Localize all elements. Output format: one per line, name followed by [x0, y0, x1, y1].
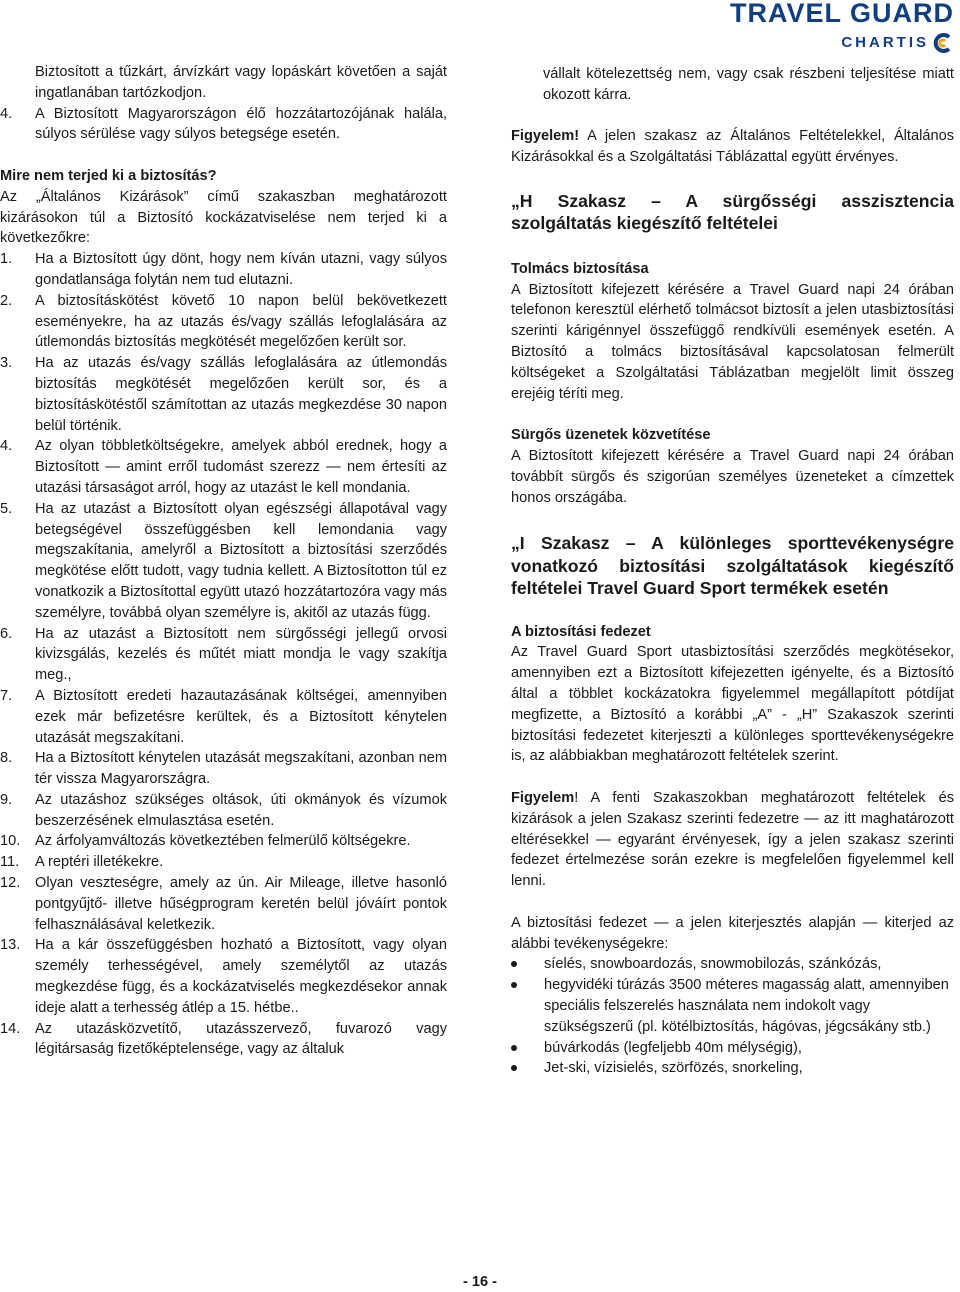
intro-continuation: Biztosított a tűzkárt, árvízkárt vagy lopáskárt követően a saját ingatlanában tartózkodjon. — [35, 64, 447, 101]
exclusion-item-text: Ha az utazás és/vagy szállás lefoglalására az útlemondás biztosítás megkötését megelőzően került sor, és a biztosításkötéstől számítottan az utazás megkezdése 30 napon belül történik. — [35, 355, 447, 434]
left-column — [0, 62, 447, 1060]
section-h-heading: „H Szakasz – A sürgősségi asszisztencia szolgáltatás kiegészítő feltételei — [511, 190, 954, 234]
right-column — [511, 64, 954, 1079]
exclusion-item-num: 12. — [0, 875, 21, 892]
exclusion-item — [0, 831, 447, 852]
exclusion-item-num: 3. — [0, 355, 13, 372]
section-i-heading: „I Szakasz – A különleges sporttevékenységre vonatkozó biztosítási szolgáltatások kiegészítő feltételei Travel Guard Sport termékek esetén — [511, 533, 954, 599]
tolmacs-heading: Tolmács biztosítása — [511, 260, 649, 277]
surgos-heading: Sürgős üzenetek közvetítése — [511, 427, 711, 444]
exclusion-item — [0, 249, 447, 291]
exclusions-list — [0, 249, 447, 1060]
exclusion-item-text: A reptéri illetékekre. — [35, 854, 164, 871]
activity-list-item — [511, 954, 954, 975]
exclusion-item — [0, 499, 447, 624]
logo-brand: TRAVEL GUARD — [729, 0, 954, 28]
exclusion-item-text: A Biztosított eredeti hazautazásának költségei, amennyiben ezek már befizetésre kerültek, és a Biztosított kénytelen utazását megszakítani. — [35, 687, 447, 746]
surgos-text: A Biztosított kifejezett kérésére a Travel Guard napi 24 órában továbbít sürgős és szigorúan személyes üzeneteket a címzettek honos országába. — [511, 447, 954, 506]
travel-guard-logo — [730, 0, 954, 54]
exclusion-item-num: 9. — [0, 791, 13, 808]
exclusion-item — [0, 935, 447, 1018]
exclusion-item-text: Ha a Biztosított úgy dönt, hogy nem kíván utazni, vagy súlyos gondatlansága folytán nem tud elutazni. — [35, 251, 447, 288]
logo-sub: CHARTIS — [841, 34, 929, 51]
figyelem-note-2 — [511, 788, 954, 892]
exclusion-item-num: 1. — [0, 251, 13, 268]
activity-text: síelés, snowboardozás, snowmobilozás, szánkózás, — [544, 956, 882, 973]
kiterjed-text: A biztosítási fedezet — a jelen kiterjesztés alapján — kiterjed az alábbi tevékenységekre: — [511, 914, 954, 952]
bullet-icon — [511, 1065, 517, 1071]
exclusion-item-text: Az árfolyamváltozás következtében felmerülő költségekre. — [35, 833, 411, 850]
exclusion-item-num: 8. — [0, 750, 13, 767]
exclusion-item-num: 10. — [0, 833, 21, 850]
exclusions-heading: Mire nem terjed ki a biztosítás? — [0, 167, 217, 184]
right-continuation: vállalt kötelezettség nem, vagy csak részbeni teljesítése miatt okozott kárra. — [543, 66, 954, 103]
exclusion-item — [0, 353, 447, 436]
exclusion-item-num: 6. — [0, 625, 13, 642]
exclusion-item-num: 4. — [0, 438, 13, 455]
fedezet-text: Az Travel Guard Sport utasbiztosítási szerződés megkötésekor, amennyiben ezt a Biztosított kifejezetten igényelte, és a Biztosító által a többlet kockázatokra figyelemmel megállapított pótdíjat megfizette, a Biztosító a korábbi „A” - „H” Szakaszok szerinti biztosítási fedezetet kiterjeszti a különleges sporttevékenységekre is, az alábbiakban meghatározott feltételek szerint. — [511, 644, 954, 765]
intro-item-num: 4. — [0, 105, 13, 122]
exclusion-item-text: A biztosításkötést követő 10 napon belül bekövetkezett eseményekre, ha az utazás és/vagy szállás lefoglalására az útlemondás biztosítás megkötését megelőzően került sor. — [35, 292, 447, 351]
exclusion-item-text: Az olyan többletköltségekre, amelyek abból erednek, hogy a Biztosított — amint erről tudomást szerezz — nem értesíti az utazási társaságot arról, hogy az utazást le kell mondania. — [35, 438, 447, 496]
exclusion-item-num: 5. — [0, 500, 13, 517]
intro-item-text: A Biztosított Magyarországon élő hozzátartozójának halála, súlyos sérülése vagy súlyos betegsége esetén. — [35, 105, 447, 143]
activities-list — [511, 954, 954, 1079]
exclusion-item-text: Az utazáshoz szükséges oltások, úti okmányok és vízumok beszerzésének elmulasztása esetén. — [35, 791, 447, 829]
tolmacs-text: A Biztosított kifejezett kérésére a Travel Guard napi 24 órában telefonon keresztül elérhető tolmácsot biztosít a jelen utasbiztosítási szerinti kárigénnyel összefüggő rendkívüli események esetén. A Biztosító a tolmács biztosításával kapcsolatosan felmerült költségeket a Szolgáltatási Táblázatban megjelölt limit összeg erejéig téríti meg. — [511, 281, 954, 402]
activity-text: búvárkodás (legfeljebb 40m mélységig), — [544, 1039, 802, 1056]
exclusion-item-num: 2. — [0, 292, 13, 309]
bullet-icon — [511, 982, 517, 988]
activity-list-item — [511, 1058, 954, 1079]
exclusion-item — [0, 748, 447, 790]
exclusion-item — [0, 686, 447, 748]
exclusion-item-text: Ha a kár összefüggésben hozható a Biztosított, vagy olyan személy terhességével, amely személytől az utazás megkezdése függ, és a kockázatviselés megkezdésekor annak ideje alatt a terhesség átlép a 15. hétbe.. — [35, 937, 447, 1016]
exclusion-item-text: Ha a Biztosított kénytelen utazását megszakítani, azonban nem tér vissza Magyarországra. — [35, 750, 447, 788]
figyelem-label-2: Figyelem — [511, 789, 575, 806]
exclusion-item-text: Olyan veszteségre, amely az ún. Air Mileage, illetve hasonló pontgyűjtő- illetve hűségprogram keretén belül jóváírt pontok felhasználásával keletkezik. — [35, 875, 447, 933]
exclusion-item-text: Ha az utazást a Biztosított nem sürgősségi jellegű orvosi kivizsgálás, kezelés és műtét miatt mondja le vagy szakítja meg., — [35, 625, 447, 684]
page-number: - 16 - — [462, 1274, 498, 1290]
exclusion-item-num: 11. — [0, 854, 20, 871]
figyelem-text-1: A jelen szakasz az Általános Feltételekkel, Általános Kizárásokkal és a Szolgáltatási Táblázattal együtt érvényes. — [511, 128, 954, 166]
exclusions-intro: Az „Általános Kizárások” című szakaszban meghatározott kizárásokon túl a Biztosító kockázatviselése nem terjed ki a következőkre: — [0, 188, 447, 247]
exclusion-item-text: Az utazásközvetítő, utazásszervező, fuvarozó vagy légitársaság fizetőképtelensége, vagy az általuk — [35, 1020, 447, 1058]
exclusion-item — [0, 624, 447, 686]
exclusion-item-text: Ha az utazást a Biztosított olyan egészségi állapotával vagy betegségével összefüggésben kell lemondania vagy megszakítania, amelyről a Biztosított a biztosítási szerződés megkötése előtt tudott, vagy tudnia kellett. A Biztosítotton túl ez vonatkozik a Biztosítottal együtt utazó hozzátartozóra vagy más személyre, továbbá olyan személyre is, akitől az utazás függ. — [35, 500, 447, 621]
figyelem-note-1 — [511, 126, 954, 168]
exclusion-item — [0, 873, 447, 935]
intro-list-item — [0, 104, 447, 146]
activity-text: hegyvidéki túrázás 3500 méteres magasság alatt, amennyiben speciális felszerelés használata nem indokolt vagy szükségszerű (pl. kötélbiztosítás, hágóvas, jégcsákány stb.) — [544, 977, 949, 1035]
chartis-swoosh-icon — [932, 32, 954, 54]
activity-list-item — [511, 975, 954, 1037]
exclusion-item — [0, 436, 447, 498]
bullet-icon — [511, 1045, 517, 1051]
fedezet-heading: A biztosítási fedezet — [511, 623, 651, 640]
exclusion-item-num: 14. — [0, 1020, 21, 1037]
exclusion-item-num: 13. — [0, 937, 21, 954]
figyelem-label-1: Figyelem! — [511, 128, 580, 145]
exclusion-item — [0, 1019, 447, 1061]
activity-list-item — [511, 1038, 954, 1059]
exclusion-item — [0, 852, 447, 873]
exclusion-item — [0, 291, 447, 353]
exclusion-item-num: 7. — [0, 687, 13, 704]
activity-text: Jet-ski, vízisielés, szörfözés, snorkeling, — [544, 1060, 803, 1077]
exclusion-item — [0, 790, 447, 832]
figyelem-text-2: ! A fenti Szakaszokban meghatározott feltételek és kizárások a jelen Szakasz szerinti fedezetre — az itt maghatározott eltérésekkel — egyaránt érvényesek, így a jelen szakasz szerinti fedezet értelmezése során ezekre is megfelelően figyelemmel kell lenni. — [511, 789, 954, 890]
bullet-icon — [511, 961, 517, 967]
